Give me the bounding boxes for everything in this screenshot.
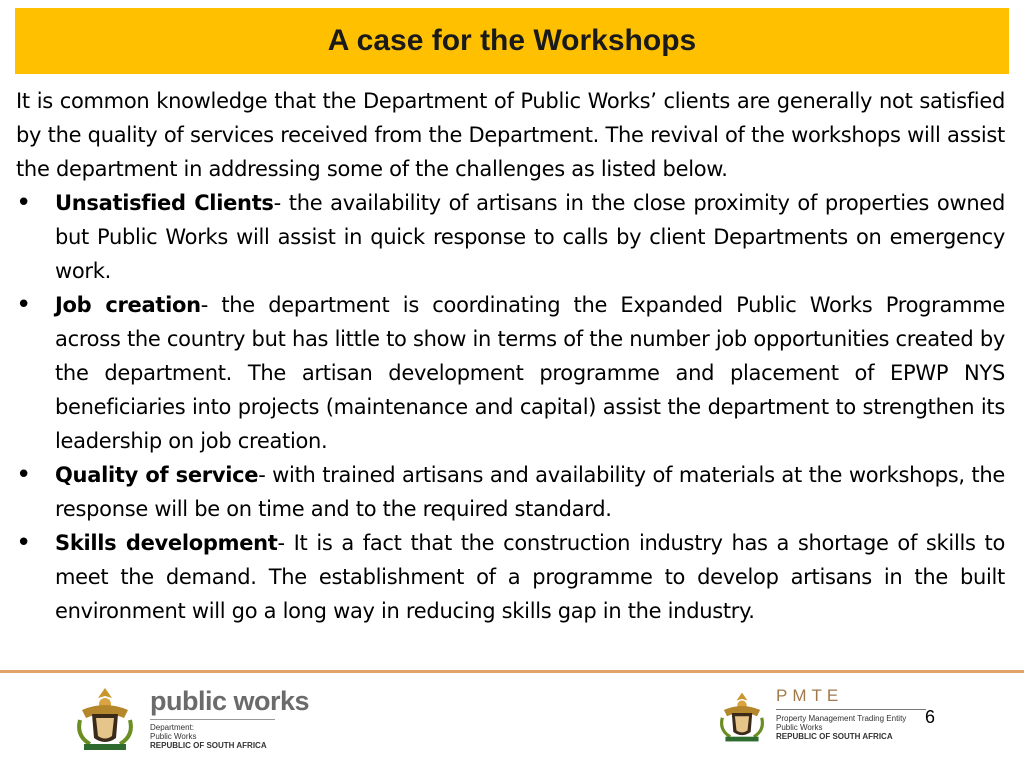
bullet-icon: • xyxy=(16,528,32,558)
bullet-text: - with trained artisans and availability of materials at the workshops, the response will be on time and to the required standard. xyxy=(55,463,1005,521)
bullet-item-quality-of-service xyxy=(16,458,1005,526)
intro-paragraph: It is common knowledge that the Department of Public Works’ clients are generally not satisfied by the quality of services received from the Department. The revival of the workshops will assist the department in addressing some of the challenges as listed below. xyxy=(16,89,1005,181)
bullet-heading: Skills development xyxy=(55,531,278,555)
bullet-text: - It is a fact that the construction industry has a shortage of skills to meet the demand. The establishment of a programme to develop artisans in the built environment will go a long way in reducing skills gap in the industry. xyxy=(55,531,1005,623)
coat-of-arms-icon xyxy=(72,684,138,754)
pmte-country: REPUBLIC OF SOUTH AFRICA xyxy=(776,732,893,741)
pmte-department-name: Public Works xyxy=(776,723,823,732)
logo-rule xyxy=(776,709,926,710)
bullet-item-unsatisfied-clients xyxy=(16,186,1005,288)
bullet-item-skills-development xyxy=(16,526,1005,628)
bullet-icon: • xyxy=(16,460,32,490)
footer-divider xyxy=(0,670,1024,673)
pmte-full-name: Property Management Trading Entity xyxy=(776,714,907,723)
slide-page-number: 6 xyxy=(925,707,936,727)
pmte-wordmark: PMTE xyxy=(776,686,844,705)
slide-title-bar xyxy=(15,8,1009,74)
coat-of-arms-icon xyxy=(716,686,768,748)
bullet-icon: • xyxy=(16,188,32,218)
logo-department-name: Public Works xyxy=(150,732,197,741)
logo-department-label: Department: xyxy=(150,723,195,732)
public-works-wordmark: public works xyxy=(150,686,310,716)
bullet-item-job-creation xyxy=(16,288,1005,458)
bullet-heading: Job creation xyxy=(55,293,201,317)
pmte-logo xyxy=(716,686,926,748)
logo-country: REPUBLIC OF SOUTH AFRICA xyxy=(150,741,267,750)
bullet-heading: Quality of service xyxy=(55,463,259,487)
bullet-heading: Unsatisfied Clients xyxy=(55,191,274,215)
bullet-list xyxy=(16,186,1005,628)
bullet-text: - the department is coordinating the Expanded Public Works Programme across the country but has little to show in terms of the number job opportunities created by the department. The artisan development programme and placement of EPWP NYS beneficiaries into projects (maintenance and capital) assist the department to strengthen its leadership on job creation. xyxy=(55,293,1005,453)
public-works-logo xyxy=(72,684,309,754)
slide-title: A case for the Workshops xyxy=(327,24,697,57)
bullet-text: - the availability of artisans in the close proximity of properties owned but Public Works will assist in quick response to calls by client Departments on emergency work. xyxy=(55,191,1005,283)
bullet-icon: • xyxy=(16,290,32,320)
logo-rule xyxy=(150,719,275,720)
slide-body xyxy=(16,84,1005,628)
